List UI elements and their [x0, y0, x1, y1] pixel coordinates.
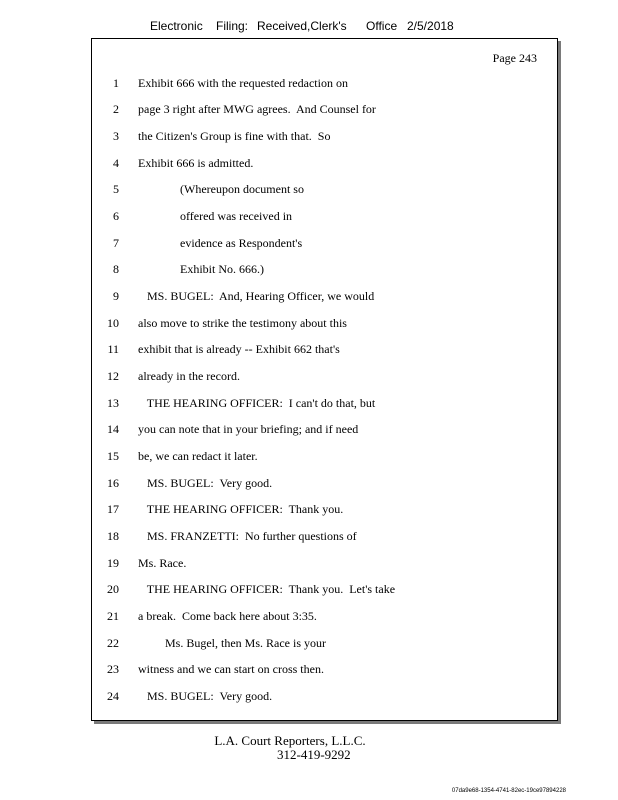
line-number: 23: [107, 662, 119, 676]
line-number: 9: [113, 289, 119, 303]
line-number: 17: [107, 502, 119, 516]
transcript-page: [91, 38, 558, 721]
filing-header-date: 2/5/2018: [407, 19, 454, 33]
line-number: 18: [107, 529, 119, 543]
court-reporter-phone: 312-419-9292: [277, 747, 351, 762]
transcript-line: witness and we can start on cross then.: [138, 662, 324, 676]
transcript-line: exhibit that is already -- Exhibit 662 that's: [138, 342, 340, 356]
line-number: 21: [107, 609, 119, 623]
line-number: 6: [113, 209, 119, 223]
line-number: 22: [107, 636, 119, 650]
line-number: 20: [107, 582, 119, 596]
document-hash: 07da9e68-1354-4741-82ec-19ce97894228: [451, 788, 566, 794]
filing-header-filing: Filing:: [216, 19, 249, 33]
line-number: 10: [107, 316, 119, 330]
transcript-line: THE HEARING OFFICER: Thank you. Let's take: [138, 582, 396, 596]
transcript-line: MS. BUGEL: And, Hearing Officer, we would: [138, 289, 375, 303]
line-number: 24: [107, 689, 119, 703]
transcript-line: already in the record.: [138, 369, 240, 383]
transcript-line: Exhibit 666 is admitted.: [138, 156, 254, 170]
transcript-line: page 3 right after MWG agrees. And Counsel for: [138, 102, 376, 116]
line-number: 2: [113, 102, 119, 116]
line-number: 11: [107, 342, 119, 356]
transcript-line: be, we can redact it later.: [138, 449, 258, 463]
transcript-line: MS. BUGEL: Very good.: [138, 689, 273, 703]
transcript-line: Exhibit 666 with the requested redaction on: [138, 76, 348, 90]
transcript-line: (Whereupon document so: [138, 182, 304, 196]
line-number: 13: [107, 396, 119, 410]
transcript-line: offered was received in: [138, 209, 293, 223]
filing-header: [150, 19, 470, 37]
line-number: 1: [113, 76, 119, 90]
transcript-line: Ms. Race.: [138, 556, 187, 570]
line-number: 14: [107, 422, 119, 436]
transcript-line: Ms. Bugel, then Ms. Race is your: [138, 636, 326, 650]
court-reporter-name: L.A. Court Reporters, L.L.C.: [214, 733, 366, 748]
transcript-line: evidence as Respondent's: [138, 236, 303, 250]
filing-header-electronic: Electronic: [150, 19, 203, 33]
line-number: 8: [113, 262, 119, 276]
transcript-line: MS. BUGEL: Very good.: [138, 476, 273, 490]
transcript-line: Exhibit No. 666.): [138, 262, 264, 276]
line-number: 3: [113, 129, 119, 143]
transcript-line: MS. FRANZETTI: No further questions of: [138, 529, 357, 543]
line-number: 12: [107, 369, 119, 383]
transcript-line: THE HEARING OFFICER: Thank you.: [138, 502, 344, 516]
transcript-line: you can note that in your briefing; and if need: [138, 422, 359, 436]
transcript-line: also move to strike the testimony about this: [138, 316, 347, 330]
line-number: 4: [113, 156, 119, 170]
line-number: 5: [113, 182, 119, 196]
page-number: Page 243: [492, 51, 537, 65]
transcript-line: a break. Come back here about 3:35.: [138, 609, 317, 623]
transcript-line: THE HEARING OFFICER: I can't do that, but: [138, 396, 376, 410]
transcript-line: the Citizen's Group is fine with that. So: [138, 129, 331, 143]
line-number: 7: [113, 236, 119, 250]
line-number: 16: [107, 476, 119, 490]
line-number: 19: [107, 556, 119, 570]
filing-header-received: Received,Clerk's: [257, 19, 347, 33]
filing-header-office: Office: [366, 19, 398, 33]
line-number: 15: [107, 449, 119, 463]
